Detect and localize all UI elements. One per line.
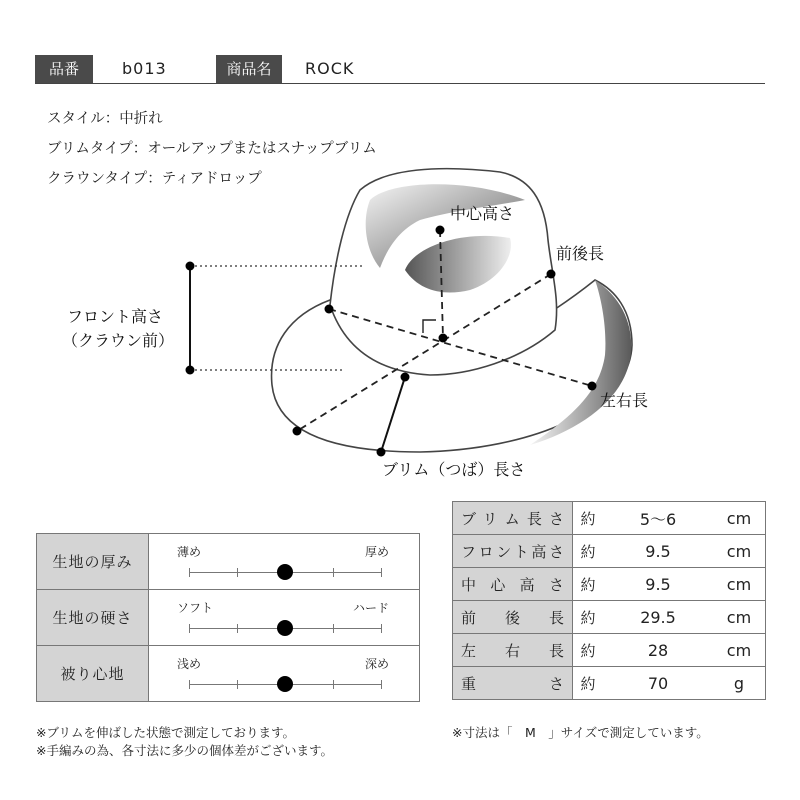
table-row bbox=[453, 667, 766, 700]
table-row bbox=[37, 646, 420, 702]
size-value-left-right: 28 bbox=[603, 634, 713, 667]
scale-track bbox=[189, 684, 381, 685]
table-row bbox=[37, 590, 420, 646]
size-unit: cm bbox=[713, 502, 766, 535]
size-table bbox=[452, 501, 766, 700]
size-unit: cm bbox=[713, 568, 766, 601]
table-row bbox=[453, 502, 766, 535]
approx-mark: 約 bbox=[573, 535, 604, 568]
spec-brim-type: ブリムタイプ：オールアップまたはスナップブリム bbox=[47, 141, 377, 157]
note-brim-measure: ※ブリムを伸ばした状態で測定しております。 bbox=[36, 725, 295, 740]
feel-label-hardness: 生地の硬さ bbox=[37, 590, 149, 646]
label-front-back: 前後長 bbox=[556, 244, 605, 263]
scale-min-label: ソフト bbox=[177, 601, 214, 615]
size-label-front-back: 前後長 bbox=[453, 601, 573, 634]
size-value-weight: 70 bbox=[603, 667, 713, 700]
item-number: b013 bbox=[122, 59, 167, 78]
approx-mark: 約 bbox=[573, 568, 604, 601]
approx-mark: 約 bbox=[573, 667, 604, 700]
size-label-center-height: 中心高さ bbox=[453, 568, 573, 601]
spec-style: スタイル：中折れ bbox=[47, 111, 163, 127]
feel-label-thickness: 生地の厚み bbox=[37, 534, 149, 590]
header-divider bbox=[35, 83, 765, 84]
label-center-height: 中心高さ bbox=[450, 204, 515, 223]
feel-label-fit: 被り心地 bbox=[37, 646, 149, 702]
label-front-height-sub: （クラウン前） bbox=[62, 331, 175, 350]
note-size-m: ※寸法は「 M 」サイズで測定しています。 bbox=[452, 725, 709, 740]
scale-min-label: 薄め bbox=[177, 545, 202, 559]
product-name: ROCK bbox=[305, 59, 355, 78]
approx-mark: 約 bbox=[573, 601, 604, 634]
feel-scale-hardness bbox=[149, 590, 420, 646]
product-name-label: 商品名 bbox=[216, 55, 282, 83]
approx-mark: 約 bbox=[573, 634, 604, 667]
size-label-weight: 重さ bbox=[453, 667, 573, 700]
scale-max-label: 厚め bbox=[364, 545, 389, 559]
size-unit: g bbox=[713, 667, 766, 700]
feel-scale-thickness bbox=[149, 534, 420, 590]
feel-scale-fit bbox=[149, 646, 420, 702]
table-row bbox=[453, 634, 766, 667]
size-unit: cm bbox=[713, 601, 766, 634]
approx-mark: 約 bbox=[573, 502, 604, 535]
label-brim-length: ブリム（つば）長さ bbox=[382, 460, 526, 479]
hat-measurement-diagram bbox=[0, 160, 800, 490]
scale-max-label: ハード bbox=[352, 601, 389, 615]
scale-min-label: 浅め bbox=[177, 657, 202, 671]
scale-track bbox=[189, 572, 381, 573]
size-value-brim: 5〜6 bbox=[603, 502, 713, 535]
scale-indicator bbox=[277, 676, 293, 692]
scale-max-label: 深め bbox=[364, 657, 389, 671]
spec-crown-type: クラウンタイプ：ティアドロップ bbox=[47, 171, 262, 187]
size-unit: cm bbox=[713, 535, 766, 568]
size-unit: cm bbox=[713, 634, 766, 667]
material-feel-table bbox=[36, 533, 420, 702]
table-row bbox=[453, 601, 766, 634]
label-left-right: 左右長 bbox=[600, 391, 649, 410]
size-value-front-back: 29.5 bbox=[603, 601, 713, 634]
table-row bbox=[453, 568, 766, 601]
table-row bbox=[453, 535, 766, 568]
table-row bbox=[37, 534, 420, 590]
note-handmade: ※手編みの為、各寸法に多少の個体差がございます。 bbox=[36, 743, 333, 758]
scale-track bbox=[189, 628, 381, 629]
label-front-height: フロント高さ bbox=[67, 307, 164, 326]
size-value-front-height: 9.5 bbox=[603, 535, 713, 568]
size-label-brim: ブリム長さ bbox=[453, 502, 573, 535]
item-number-label: 品番 bbox=[35, 55, 93, 83]
scale-indicator bbox=[277, 620, 293, 636]
size-label-front-height: フロント高さ bbox=[453, 535, 573, 568]
size-value-center-height: 9.5 bbox=[603, 568, 713, 601]
scale-indicator bbox=[277, 564, 293, 580]
size-label-left-right: 左右長 bbox=[453, 634, 573, 667]
